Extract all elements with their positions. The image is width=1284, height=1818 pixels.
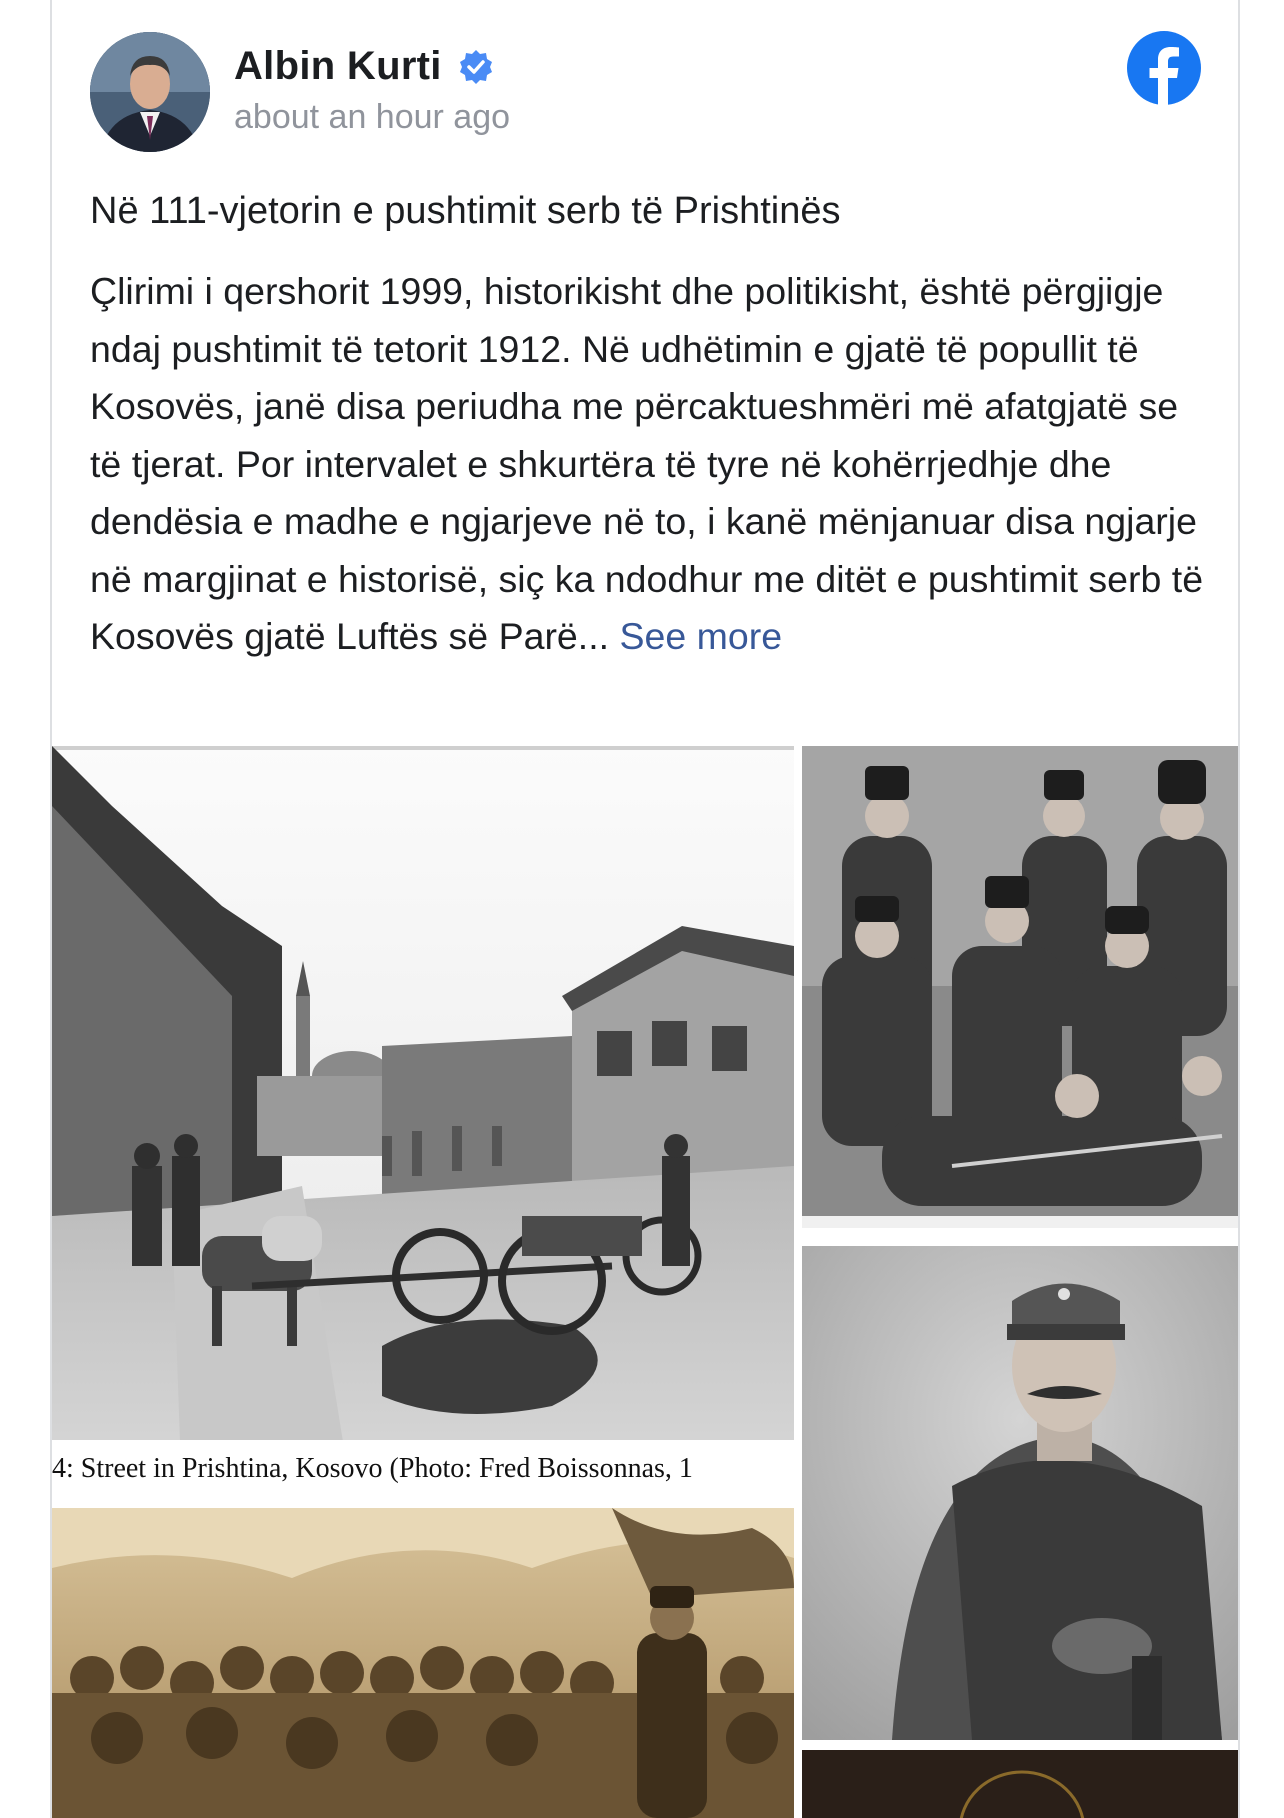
photo-soldiers-group[interactable] — [802, 746, 1238, 1228]
post-body-text: Çlirimi i qershorit 1999, historikisht dhe politikisht, është përgjigje ndaj pushtimit të tetorit 1912. Në udhëtimin e gjatë të popullit të Kosovës, janë disa periudha me përcaktueshmëri më afatgjatë se të tjerat. Por intervalet e shkurtëra të tyre në kohërrjedhje dhe dendësia e madhe e ngjarjeve në to, i kanë mënjanuar disa ngjarje në margjinat e historisë, siç ka ndodhur me ditët e pushtimit serb të Kosovës gjatë Luftës së Parë... — [90, 270, 1204, 657]
post-card — [50, 0, 1240, 1818]
author-row — [234, 44, 494, 89]
see-more-link[interactable]: See more — [619, 615, 783, 657]
post-timestamp[interactable]: about an hour ago — [234, 98, 511, 136]
verified-badge-icon — [458, 49, 494, 85]
facebook-icon[interactable] — [1126, 30, 1202, 106]
post-headline: Në 111-vjetorin e pushtimit serb të Prishtinës — [90, 190, 841, 232]
post-body — [90, 263, 1210, 666]
photo-crowd-sepia[interactable] — [52, 1508, 794, 1818]
photo-officer-portrait[interactable] — [802, 1246, 1238, 1740]
photo-street-prishtina[interactable] — [52, 746, 794, 1498]
photo-partial-bottom[interactable] — [802, 1750, 1238, 1818]
photo-caption: 4: Street in Prishtina, Kosovo (Photo: Fred Boissonnas, 1 — [52, 1440, 794, 1498]
author-name[interactable]: Albin Kurti — [234, 44, 442, 88]
author-avatar[interactable] — [90, 32, 210, 152]
